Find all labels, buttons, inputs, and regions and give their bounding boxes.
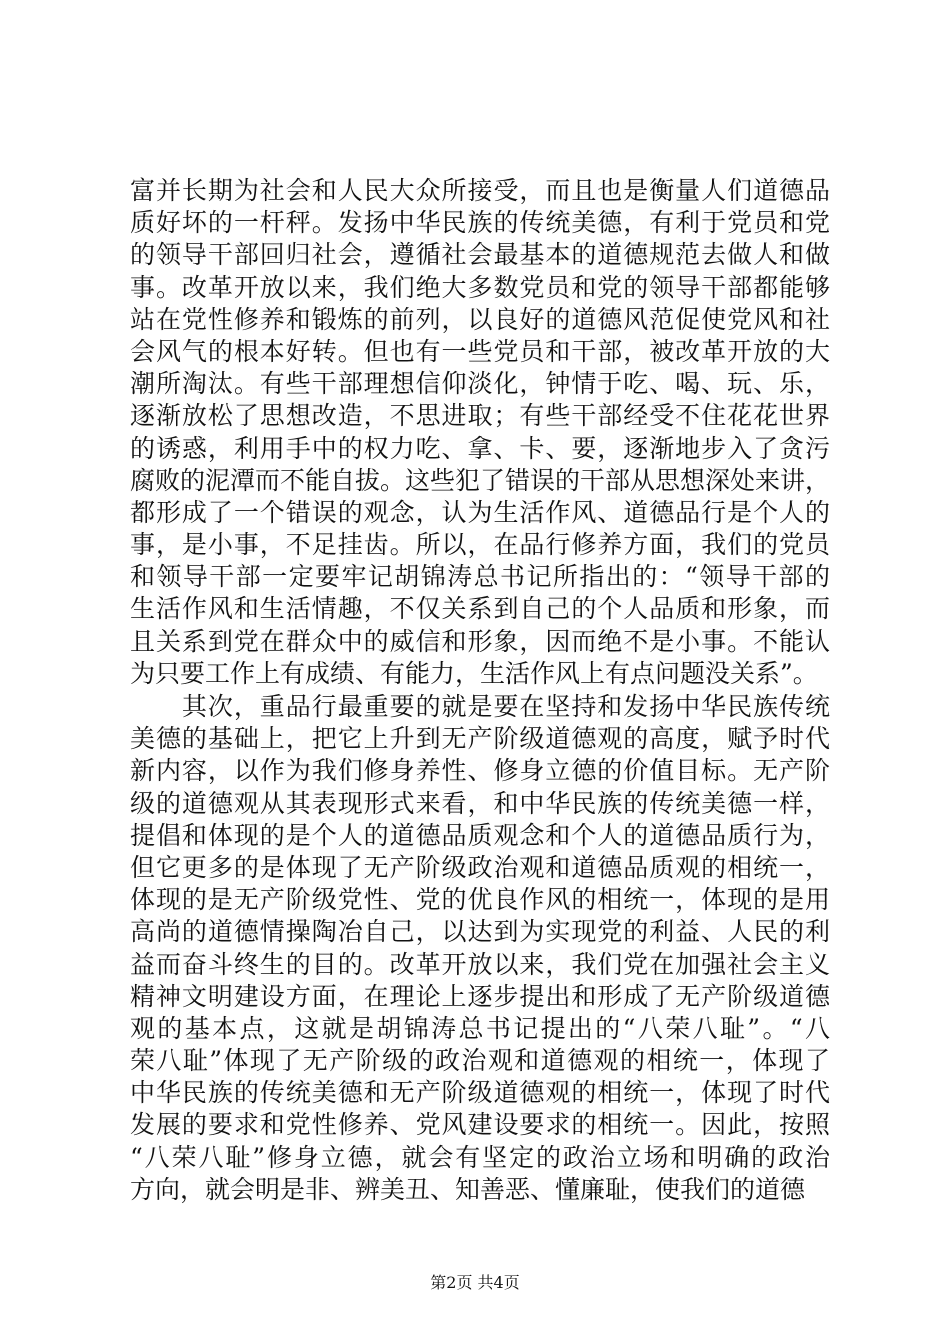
paragraph-2-line: 美德的基础上，把它上升到无产阶级道德观的高度，赋予时代 [130,724,830,754]
paragraph-1-line: 逐渐放松了思想改造，不思进取；有些干部经受不住花花世界 [130,401,830,431]
paragraph-1-line: 的领导干部回归社会，遵循社会最基本的道德规范去做人和做 [130,240,830,270]
paragraph-2-line: 其次，重品行最重要的就是要在坚持和发扬中华民族传统 [130,692,830,721]
paragraph-2-line: 方向，就会明是非、辨美丑、知善恶、懂廉耻，使我们的道德 [130,1174,806,1204]
paragraph-1-line: 事。改革开放以来，我们绝大多数党员和党的领导干部都能够 [130,272,830,302]
paragraph-2-line: 提倡和体现的是个人的道德品质观念和个人的道德品质行为， [130,820,830,850]
paragraph-1-line: 站在党性修养和锻炼的前列，以良好的道德风范促使党风和社 [130,304,830,334]
paragraph-2-line: 体现的是无产阶级党性、党的优良作风的相统一，体现的是用 [130,885,830,915]
paragraph-1-line: 都形成了一个错误的观念，认为生活作风、道德品行是个人的 [130,497,830,527]
paragraph-1-line: 质好坏的一杆秤。发扬中华民族的传统美德，有利于党员和党 [130,208,830,238]
paragraph-1-line: 生活作风和生活情趣，不仅关系到自己的个人品质和形象，而 [130,594,830,624]
paragraph-1-line: 和领导干部一定要牢记胡锦涛总书记所指出的：“领导干部的 [130,562,830,592]
paragraph-2-line: 级的道德观从其表现形式来看，和中华民族的传统美德一样， [130,788,830,818]
paragraph-2-line: 精神文明建设方面，在理论上逐步提出和形成了无产阶级道德 [130,981,830,1011]
page-number-footer: 第2页 共4页 [430,1273,520,1292]
paragraph-1-line: 的诱惑，利用手中的权力吃、拿、卡、要，逐渐地步入了贪污 [130,433,830,463]
paragraph-2-line: 观的基本点，这就是胡锦涛总书记提出的“八荣八耻”。“八 [130,1013,830,1043]
paragraph-1-line: 会风气的根本好转。但也有一些党员和干部，被改革开放的大 [130,336,830,366]
paragraph-2-line: 中华民族的传统美德和无产阶级道德观的相统一，体现了时代 [130,1078,830,1108]
paragraph-2-line: 但它更多的是体现了无产阶级政治观和道德品质观的相统一， [130,852,830,882]
paragraph-2-line: 荣八耻”体现了无产阶级的政治观和道德观的相统一，体现了 [130,1046,830,1076]
paragraph-1 [130,175,830,690]
paragraph-1-line: 为只要工作上有成绩、有能力，生活作风上有点问题没关系”。 [130,658,818,688]
paragraph-2-line: 高尚的道德情操陶冶自己，以达到为实现党的利益、人民的利 [130,917,830,947]
paragraph-1-line: 富并长期为社会和人民大众所接受，而且也是衡量人们道德品 [130,176,830,205]
paragraph-2 [130,691,830,1206]
paragraph-1-line: 事，是小事，不足挂齿。所以，在品行修养方面，我们的党员 [130,530,830,560]
paragraph-2-line: “八荣八耻”修身立德，就会有坚定的政治立场和明确的政治 [130,1142,830,1172]
paragraph-1-line: 潮所淘汰。有些干部理想信仰淡化，钟情于吃、喝、玩、乐， [130,369,830,399]
paragraph-1-line: 且关系到党在群众中的威信和形象，因而绝不是小事。不能认 [130,626,830,656]
paragraph-2-line: 新内容，以作为我们修身养性、修身立德的价值目标。无产阶 [130,756,830,786]
paragraph-2-line: 益而奋斗终生的目的。改革开放以来，我们党在加强社会主义 [130,949,830,979]
paragraph-2-line: 发展的要求和党性修养、党风建设要求的相统一。因此，按照 [130,1110,830,1140]
paragraph-1-line: 腐败的泥潭而不能自拔。这些犯了错误的干部从思想深处来讲， [130,465,831,495]
